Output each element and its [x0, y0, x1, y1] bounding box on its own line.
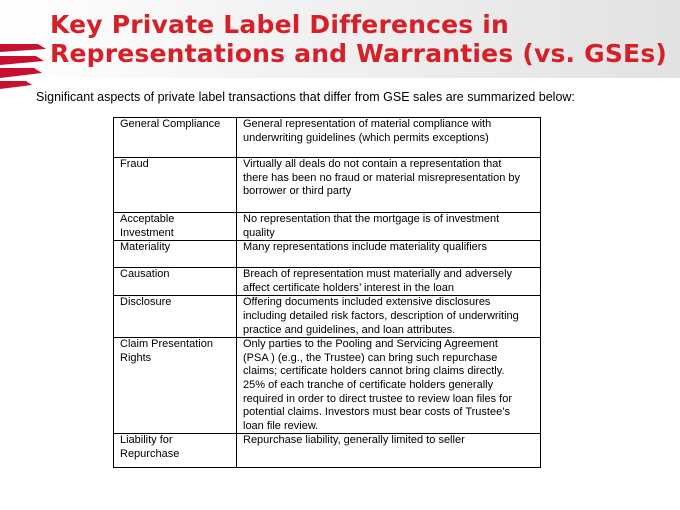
table-row — [114, 213, 541, 241]
value-line: quality — [243, 226, 275, 239]
row-value-cell — [237, 241, 541, 268]
row-key-cell — [114, 213, 237, 241]
table-row — [114, 296, 541, 338]
value-line: Breach of representation must materially and adversely — [243, 268, 513, 281]
flag-logo-icon — [0, 38, 48, 90]
value-line: Virtually all deals do not contain a representation that — [243, 158, 502, 170]
representations-table — [113, 117, 541, 468]
row-value-cell — [237, 213, 541, 241]
key-line: Materiality — [120, 241, 171, 254]
value-line: Many representations include materiality qualifiers — [243, 241, 487, 254]
row-key-cell — [114, 434, 237, 468]
row-value-cell — [237, 434, 541, 468]
value-line: General representation of material compliance with — [243, 118, 492, 130]
row-key-cell — [114, 158, 237, 213]
key-line: Repurchase — [120, 447, 180, 460]
row-key-cell — [114, 241, 237, 268]
key-line: Liability for — [120, 434, 173, 447]
value-line: including detailed risk factors, description of underwriting — [243, 309, 519, 322]
value-line: (PSA ) (e.g., the Trustee) can bring such repurchase — [243, 351, 498, 364]
key-line: Rights — [120, 351, 152, 364]
value-line: there has been no fraud or material misrepresentation by — [243, 171, 520, 184]
value-line: claims; certificate holders cannot bring claims directly. — [243, 365, 505, 378]
row-value-cell — [237, 158, 541, 213]
key-line: Investment — [120, 226, 174, 239]
key-line: Disclosure — [120, 296, 172, 309]
table-row — [114, 241, 541, 268]
row-key-cell — [114, 338, 237, 434]
key-line: Claim Presentation — [120, 338, 213, 351]
title-line-1: Key Private Label Differences in — [50, 10, 510, 39]
value-line: borrower or third party — [243, 185, 352, 198]
table-row — [114, 434, 541, 468]
value-line: underwriting guidelines (which permits exceptions) — [243, 131, 489, 144]
value-line: 25% of each tranche of certificate holders generally — [243, 378, 494, 391]
key-line: Acceptable — [120, 213, 175, 225]
value-line: Repurchase liability, generally limited to seller — [243, 434, 465, 447]
row-value-cell — [237, 118, 541, 158]
page-title — [50, 10, 670, 68]
row-key-cell — [114, 118, 237, 158]
value-line: loan file review. — [243, 419, 319, 432]
value-line: Only parties to the Pooling and Servicing Agreement — [243, 338, 498, 351]
row-value-cell — [237, 268, 541, 296]
row-key-cell — [114, 296, 237, 338]
value-line: required in order to direct trustee to review loan files for — [243, 392, 513, 405]
table-row — [114, 338, 541, 434]
row-value-cell — [237, 296, 541, 338]
row-key-cell — [114, 268, 237, 296]
table-row — [114, 268, 541, 296]
value-line: affect certificate holders’ interest in the loan — [243, 281, 454, 294]
key-line: Fraud — [120, 158, 149, 170]
subtitle: Significant aspects of private label transactions that differ from GSE sales are summarized below: — [36, 90, 575, 104]
table-body — [114, 118, 541, 468]
value-line: practice and guidelines, and loan attributes. — [243, 323, 456, 336]
row-value-cell — [237, 338, 541, 434]
key-line: General Compliance — [120, 118, 221, 130]
title-line-2: Representations and Warranties (vs. GSEs) — [50, 39, 668, 68]
key-line: Causation — [120, 268, 170, 281]
value-line: Offering documents included extensive disclosures — [243, 296, 491, 309]
table-row — [114, 158, 541, 213]
value-line: No representation that the mortgage is of investment — [243, 213, 500, 225]
table-row — [114, 118, 541, 158]
value-line: potential claims. Investors must bear costs of Trustee’s — [243, 406, 510, 419]
